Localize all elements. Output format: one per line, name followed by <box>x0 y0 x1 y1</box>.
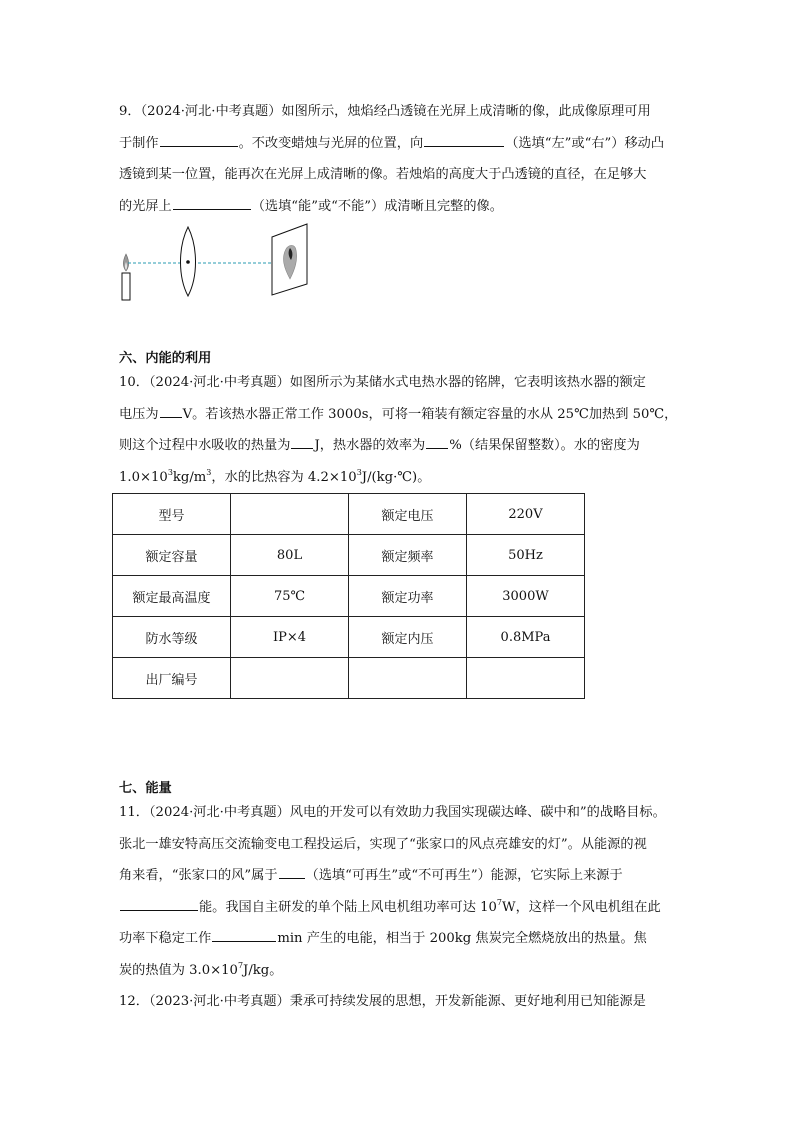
table-cell: 75℃ <box>231 576 349 617</box>
q11-line-2: 张北一雄安特高压交流输变电工程投运后，实现了“张家口的风点亮雄安的灯”。从能源的视 <box>119 836 647 852</box>
q9-line-2: 于制作 。不改变蜡烛与光屏的位置，向 （选填“左”或“右”）移动凸 <box>119 128 675 160</box>
q11-line-4: 能。我国自主研发的单个陆上风电机组功率可达 $10^7W$，这样一个风电机组在此 <box>119 892 675 924</box>
table-cell: 额定容量 <box>113 535 231 576</box>
answer-blank[interactable] <box>212 926 276 942</box>
table-row <box>113 658 585 699</box>
table-cell: 额定内压 <box>349 617 467 658</box>
q11-line-6: 炭的热值为 $3.0\times 10^7J/kg$。 <box>119 960 283 978</box>
q9-line-1: 9．（2024·河北·中考真题）如图所示，烛焰经凸透镜在光屏上成清晰的像，此成像原理可用 <box>119 104 651 119</box>
answer-blank[interactable] <box>120 895 198 911</box>
answer-blank[interactable] <box>426 433 448 449</box>
table-cell: 额定最高温度 <box>113 576 231 617</box>
table-cell: 80L <box>231 535 349 576</box>
table-cell <box>231 658 349 699</box>
table-cell: 50Hz <box>467 535 585 576</box>
q11-line-5: 功率下稳定工作 min 产生的电能，相当于 200kg 焦炭完全燃烧放出的热量。焦 <box>119 923 675 955</box>
heater-nameplate-table <box>112 493 585 699</box>
table-row <box>113 494 585 535</box>
question-9 <box>119 96 675 222</box>
question-10 <box>119 367 678 493</box>
table-cell <box>349 658 467 699</box>
answer-blank[interactable] <box>279 863 305 879</box>
candle-icon <box>122 254 130 300</box>
table-row <box>113 617 585 658</box>
answer-blank[interactable] <box>291 433 313 449</box>
table-cell: 220V <box>467 494 585 535</box>
table-cell: 额定电压 <box>349 494 467 535</box>
answer-blank[interactable] <box>160 402 182 418</box>
answer-blank[interactable] <box>424 131 504 147</box>
answer-blank[interactable] <box>173 194 251 210</box>
q9-line-3: 透镜到某一位置，能再次在光屏上成清晰的像。若烛焰的高度大于凸透镜的直径，在足够大 <box>119 167 647 182</box>
q11-line-1: 11．（2024·河北·中考真题）风电的开发可以有效助力我国实现碳达峰、碳中和”的战略目标。 <box>119 805 666 820</box>
table-row <box>113 535 585 576</box>
lens-center-dot <box>186 260 190 264</box>
table-cell: 额定频率 <box>349 535 467 576</box>
table-cell <box>467 658 585 699</box>
section-6-title: 六、内能的利用 <box>119 351 212 366</box>
section-7-title: 七、能量 <box>119 781 172 796</box>
optics-figure <box>115 222 315 304</box>
q10-line-4: $1.0\times 10^3kg/m^3$，水的比热容为 $4.2\times 10^3J/(kg\cdot℃)$。 <box>119 467 431 485</box>
table-row <box>113 576 585 617</box>
table-cell: 3000W <box>467 576 585 617</box>
q10-line-1: 10．（2024·河北·中考真题）如图所示为某储水式电热水器的铭牌，它表明该热水器的额定 <box>119 375 646 390</box>
table-cell <box>231 494 349 535</box>
q12-line-1: 12．（2023·河北·中考真题）秉承可持续发展的思想，开发新能源、更好地利用已知能源是 <box>119 994 646 1009</box>
q10-line-3: 则这个过程中水吸收的热量为 J，热水器的效率为 %（结果保留整数）。水的密度为 <box>119 430 675 462</box>
table-cell: 防水等级 <box>113 617 231 658</box>
table-cell: 额定功率 <box>349 576 467 617</box>
q10-line-2: 电压为 V。若该热水器正常工作 3000s，可将一箱装有额定容量的水从 25℃加热到 50℃， <box>119 399 675 431</box>
table-cell: 0.8MPa <box>467 617 585 658</box>
q11-line-3: 角来看，“张家口的风”属于 （选填“可再生”或“不可再生”）能源，它实际上来源于 <box>119 860 675 892</box>
question-11 <box>119 797 675 1018</box>
table-cell: 型号 <box>113 494 231 535</box>
q9-line-4: 的光屏上 （选填“能”或“不能”）成清晰且完整的像。 <box>119 191 675 223</box>
table-cell: 出厂编号 <box>113 658 231 699</box>
answer-blank[interactable] <box>160 131 238 147</box>
table-cell: IP×4 <box>231 617 349 658</box>
